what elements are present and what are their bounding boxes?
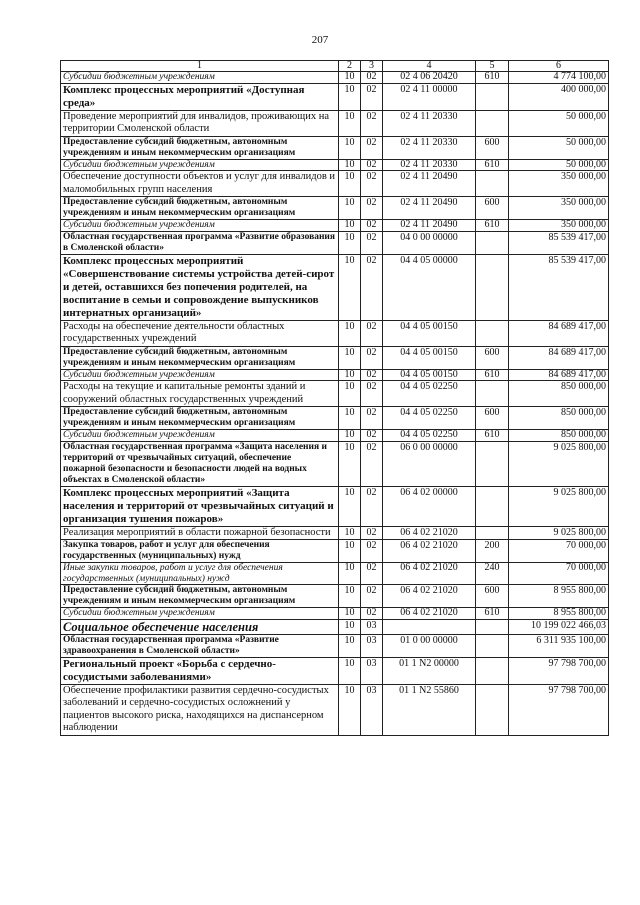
cell-subsection: 02 (361, 441, 383, 486)
cell-subsection: 02 (361, 430, 383, 442)
cell-subsection: 02 (361, 381, 383, 407)
cell-name: Предоставление субсидий бюджетным, автономным учреждениям и иным некоммерческим организациям (61, 585, 339, 608)
cell-section: 10 (339, 346, 361, 369)
cell-sum: 10 199 022 466,03 (509, 619, 609, 634)
cell-vr: 610 (476, 430, 509, 442)
cell-subsection: 02 (361, 486, 383, 526)
table-row (61, 619, 609, 634)
cell-vr (476, 110, 509, 136)
cell-subsection: 02 (361, 407, 383, 430)
cell-subsection: 02 (361, 110, 383, 136)
cell-name: Расходы на текущие и капитальные ремонты зданий и сооружений областных государственных учреждений (61, 381, 339, 407)
cell-section: 10 (339, 608, 361, 620)
cell-sum: 6 311 935 100,00 (509, 634, 609, 657)
cell-vr (476, 441, 509, 486)
cell-csr: 02 4 11 20490 (383, 171, 476, 197)
cell-name: Обеспечение доступности объектов и услуг для инвалидов и маломобильных групп населения (61, 171, 339, 197)
cell-vr: 610 (476, 220, 509, 232)
table-row (61, 83, 609, 110)
cell-name: Комплекс процессных мероприятий «Совершенствование системы устройства детей-сирот и детей, оставшихся без попечения родителей, на воспитание в семьи и сопровождение выпускников интернатных организаций» (61, 254, 339, 320)
table-row (61, 608, 609, 620)
cell-name: Закупка товаров, работ и услуг для обеспечения государственных (муниципальных) нужд (61, 540, 339, 563)
cell-vr: 610 (476, 159, 509, 171)
table-body (61, 72, 609, 736)
table-row (61, 254, 609, 320)
cell-section: 10 (339, 526, 361, 540)
table-row (61, 563, 609, 585)
cell-sum: 50 000,00 (509, 136, 609, 159)
cell-sum: 70 000,00 (509, 563, 609, 585)
table-row (61, 526, 609, 540)
cell-name: Предоставление субсидий бюджетным, автономным учреждениям и иным некоммерческим организациям (61, 197, 339, 220)
cell-sum: 850 000,00 (509, 407, 609, 430)
budget-table (60, 60, 609, 736)
cell-subsection: 02 (361, 197, 383, 220)
cell-section: 10 (339, 634, 361, 657)
cell-section: 10 (339, 320, 361, 346)
cell-subsection: 02 (361, 608, 383, 620)
cell-vr: 610 (476, 369, 509, 381)
table-row (61, 657, 609, 684)
header-cell-csr: 4 (383, 61, 476, 72)
cell-vr (476, 320, 509, 346)
cell-section: 10 (339, 72, 361, 84)
cell-name: Субсидии бюджетным учреждениям (61, 72, 339, 84)
cell-name: Иные закупки товаров, работ и услуг для обеспечения государственных (муниципальных) нужд (61, 563, 339, 585)
header-cell-subsection: 3 (361, 61, 383, 72)
cell-subsection: 03 (361, 619, 383, 634)
cell-csr: 04 4 05 00150 (383, 320, 476, 346)
cell-subsection: 02 (361, 369, 383, 381)
cell-csr: 02 4 11 20330 (383, 110, 476, 136)
cell-csr: 02 4 11 00000 (383, 83, 476, 110)
cell-csr: 02 4 11 20330 (383, 136, 476, 159)
cell-section: 10 (339, 657, 361, 684)
table-row (61, 159, 609, 171)
cell-vr (476, 486, 509, 526)
cell-subsection: 02 (361, 540, 383, 563)
table-row (61, 381, 609, 407)
cell-csr: 06 0 00 00000 (383, 441, 476, 486)
cell-sum: 350 000,00 (509, 197, 609, 220)
table-row (61, 441, 609, 486)
header-cell-vr: 5 (476, 61, 509, 72)
cell-vr: 240 (476, 563, 509, 585)
table-row (61, 684, 609, 735)
cell-csr: 01 1 N2 00000 (383, 657, 476, 684)
cell-name: Областная государственная программа «Развитие здравоохранения в Смоленской области» (61, 634, 339, 657)
cell-vr (476, 231, 509, 254)
cell-subsection: 02 (361, 346, 383, 369)
cell-csr: 04 4 05 02250 (383, 407, 476, 430)
cell-subsection: 02 (361, 320, 383, 346)
cell-vr: 200 (476, 540, 509, 563)
cell-csr: 04 4 05 00150 (383, 346, 476, 369)
cell-sum: 350 000,00 (509, 220, 609, 232)
table-header-row (61, 61, 609, 72)
cell-section: 10 (339, 197, 361, 220)
cell-sum: 850 000,00 (509, 430, 609, 442)
cell-name: Расходы на обеспечение деятельности областных государственных учреждений (61, 320, 339, 346)
cell-csr: 06 4 02 21020 (383, 526, 476, 540)
cell-section: 10 (339, 563, 361, 585)
cell-vr (476, 83, 509, 110)
cell-section: 10 (339, 231, 361, 254)
cell-csr: 04 4 05 02250 (383, 381, 476, 407)
cell-sum: 70 000,00 (509, 540, 609, 563)
cell-csr: 04 4 05 00000 (383, 254, 476, 320)
cell-section: 10 (339, 619, 361, 634)
cell-sum: 400 000,00 (509, 83, 609, 110)
table-row (61, 320, 609, 346)
table-row (61, 486, 609, 526)
cell-csr (383, 619, 476, 634)
cell-vr: 600 (476, 407, 509, 430)
table-header (61, 61, 609, 72)
cell-csr: 02 4 11 20490 (383, 220, 476, 232)
table-row (61, 585, 609, 608)
table-row (61, 110, 609, 136)
cell-csr: 06 4 02 21020 (383, 563, 476, 585)
cell-section: 10 (339, 159, 361, 171)
cell-subsection: 02 (361, 526, 383, 540)
cell-name: Предоставление субсидий бюджетным, автономным учреждениям и иным некоммерческим организациям (61, 136, 339, 159)
cell-vr (476, 657, 509, 684)
cell-subsection: 02 (361, 563, 383, 585)
cell-section: 10 (339, 369, 361, 381)
cell-name: Комплекс процессных мероприятий «Доступная среда» (61, 83, 339, 110)
cell-subsection: 02 (361, 254, 383, 320)
cell-csr: 06 4 02 21020 (383, 585, 476, 608)
cell-section: 10 (339, 486, 361, 526)
cell-vr: 600 (476, 346, 509, 369)
cell-vr (476, 171, 509, 197)
cell-sum: 84 689 417,00 (509, 320, 609, 346)
cell-vr: 600 (476, 585, 509, 608)
cell-subsection: 02 (361, 220, 383, 232)
cell-section: 10 (339, 254, 361, 320)
cell-section: 10 (339, 540, 361, 563)
cell-name: Реализация мероприятий в области пожарной безопасности (61, 526, 339, 540)
table-row (61, 220, 609, 232)
cell-name: Субсидии бюджетным учреждениям (61, 430, 339, 442)
cell-section: 10 (339, 381, 361, 407)
cell-section: 10 (339, 585, 361, 608)
cell-csr: 06 4 02 21020 (383, 540, 476, 563)
table-row (61, 634, 609, 657)
cell-subsection: 02 (361, 72, 383, 84)
table-row (61, 369, 609, 381)
header-cell-sum: 6 (509, 61, 609, 72)
cell-csr: 02 4 11 20330 (383, 159, 476, 171)
header-cell-name: 1 (61, 61, 339, 72)
cell-section: 10 (339, 110, 361, 136)
cell-name: Обеспечение профилактики развития сердечно-сосудистых заболеваний и сердечно-сосудистых осложнений у пациентов высокого риска, находящихся на диспансерном наблюдении (61, 684, 339, 735)
cell-csr: 01 1 N2 55860 (383, 684, 476, 735)
cell-subsection: 03 (361, 657, 383, 684)
table-row (61, 197, 609, 220)
cell-vr (476, 684, 509, 735)
cell-subsection: 02 (361, 159, 383, 171)
page-number: 207 (311, 34, 329, 46)
cell-subsection: 02 (361, 585, 383, 608)
cell-subsection: 03 (361, 684, 383, 735)
cell-section: 10 (339, 136, 361, 159)
table-row (61, 136, 609, 159)
cell-csr: 04 0 00 00000 (383, 231, 476, 254)
cell-vr (476, 619, 509, 634)
cell-name: Региональный проект «Борьба с сердечно-сосудистыми заболеваниями» (61, 657, 339, 684)
cell-vr: 610 (476, 72, 509, 84)
cell-name: Социальное обеспечение населения (61, 619, 339, 634)
cell-csr: 06 4 02 00000 (383, 486, 476, 526)
cell-sum: 850 000,00 (509, 381, 609, 407)
cell-subsection: 03 (361, 634, 383, 657)
cell-vr (476, 254, 509, 320)
cell-sum: 9 025 800,00 (509, 486, 609, 526)
cell-csr: 02 4 11 20490 (383, 197, 476, 220)
cell-name: Предоставление субсидий бюджетным, автономным учреждениям и иным некоммерческим организациям (61, 407, 339, 430)
cell-name: Субсидии бюджетным учреждениям (61, 608, 339, 620)
cell-subsection: 02 (361, 231, 383, 254)
cell-section: 10 (339, 83, 361, 110)
table-row (61, 72, 609, 84)
cell-name: Областная государственная программа «Развитие образования в Смоленской области» (61, 231, 339, 254)
cell-sum: 85 539 417,00 (509, 231, 609, 254)
cell-subsection: 02 (361, 83, 383, 110)
cell-section: 10 (339, 220, 361, 232)
cell-vr (476, 381, 509, 407)
cell-sum: 85 539 417,00 (509, 254, 609, 320)
cell-name: Субсидии бюджетным учреждениям (61, 369, 339, 381)
cell-name: Предоставление субсидий бюджетным, автономным учреждениям и иным некоммерческим организациям (61, 346, 339, 369)
cell-sum: 97 798 700,00 (509, 657, 609, 684)
cell-csr: 01 0 00 00000 (383, 634, 476, 657)
cell-name: Субсидии бюджетным учреждениям (61, 220, 339, 232)
cell-csr: 02 4 06 20420 (383, 72, 476, 84)
cell-sum: 84 689 417,00 (509, 346, 609, 369)
cell-section: 10 (339, 407, 361, 430)
header-cell-section: 2 (339, 61, 361, 72)
cell-section: 10 (339, 430, 361, 442)
cell-csr: 04 4 05 00150 (383, 369, 476, 381)
cell-name: Областная государственная программа «Защита населения и территорий от чрезвычайных ситуаций, обеспечение пожарной безопасности и безопасности людей на водных объектах в Смоленской области» (61, 441, 339, 486)
cell-vr (476, 634, 509, 657)
cell-name: Комплекс процессных мероприятий «Защита населения и территорий от чрезвычайных ситуаций и организация тушения пожаров» (61, 486, 339, 526)
cell-sum: 97 798 700,00 (509, 684, 609, 735)
cell-sum: 84 689 417,00 (509, 369, 609, 381)
cell-name: Субсидии бюджетным учреждениям (61, 159, 339, 171)
cell-sum: 4 774 100,00 (509, 72, 609, 84)
cell-vr: 600 (476, 197, 509, 220)
cell-section: 10 (339, 441, 361, 486)
table-row (61, 540, 609, 563)
cell-sum: 350 000,00 (509, 171, 609, 197)
cell-sum: 9 025 800,00 (509, 526, 609, 540)
cell-subsection: 02 (361, 171, 383, 197)
table-row (61, 171, 609, 197)
cell-sum: 50 000,00 (509, 110, 609, 136)
cell-sum: 8 955 800,00 (509, 608, 609, 620)
cell-name: Проведение мероприятий для инвалидов, проживающих на территории Смоленской области (61, 110, 339, 136)
cell-subsection: 02 (361, 136, 383, 159)
cell-vr: 600 (476, 136, 509, 159)
table-row (61, 346, 609, 369)
table-row (61, 407, 609, 430)
cell-vr: 610 (476, 608, 509, 620)
cell-sum: 50 000,00 (509, 159, 609, 171)
cell-vr (476, 526, 509, 540)
table-row (61, 231, 609, 254)
cell-csr: 06 4 02 21020 (383, 608, 476, 620)
cell-csr: 04 4 05 02250 (383, 430, 476, 442)
cell-section: 10 (339, 684, 361, 735)
cell-sum: 9 025 800,00 (509, 441, 609, 486)
table-row (61, 430, 609, 442)
cell-section: 10 (339, 171, 361, 197)
cell-sum: 8 955 800,00 (509, 585, 609, 608)
